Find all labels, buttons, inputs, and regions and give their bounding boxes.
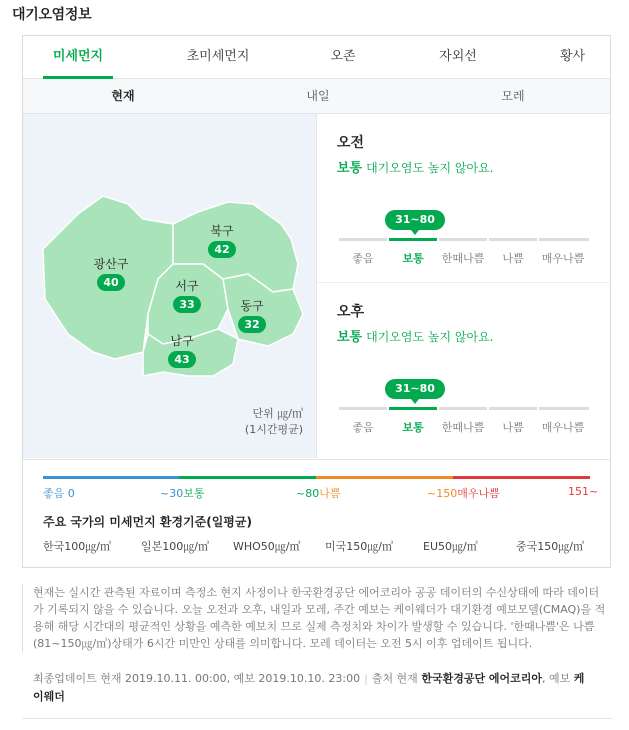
forecast-status-am [337,157,494,176]
tab-ozone[interactable]: 오존 [330,49,356,64]
unit-line: 단위 ㎍/㎥ [252,407,303,420]
legend-label-150-value: ~150 [427,487,458,500]
tab-uv[interactable]: 자외선 [439,49,477,64]
region-label-seo[interactable]: 서구 [175,279,199,293]
scale-label-very-bad: 매우나쁨 [541,252,585,265]
region-value-seo[interactable]: 33 [173,296,201,313]
legend-label-30-value: ~30 [160,487,184,500]
update-separator: | [364,672,368,685]
legend-bar-normal [179,476,316,479]
forecast-period-am: 오전 [337,135,365,151]
source-kweather-link[interactable]: 케이웨더 [33,672,585,703]
legend-bar-very-bad [453,476,590,479]
grade-legend [23,459,610,569]
forecast-range-am: 31~80 [385,210,445,230]
scale-label-good: 좋음 [352,252,374,265]
forecast-period-pm: 오후 [337,304,365,320]
page-title: 대기오염정보 [12,7,92,23]
scale-bar-sometimes-bad-pm [439,407,487,410]
bottom-divider [22,718,612,719]
region-map [23,114,316,458]
forecast-desc-pm: 대기오염도 높지 않아요. [366,330,494,344]
scale-bar-good-pm [339,407,387,410]
standard-usa: 미국150㎍/㎥ [325,540,393,553]
forecast-panel [316,114,611,458]
region-value-buk[interactable]: 42 [208,241,236,258]
standards-title: 주요 국가의 미세먼지 환경기준(일평균) [43,515,252,529]
source-prefix: 출처 현재 [371,672,418,685]
source-mid: , 예보 [542,672,571,685]
data-notice: 현재는 실시간 관측된 자료이며 측정소 현지 사정이나 한국환경공단 에어코리아 공공 데이터의 수신상태에 따라 데이터가 기록되지 않을 수 있습니다. 오늘 오전과 오후, 내일과 모레, 주간 예보는 케이웨더가 대기환경 예보모델(CMAQ)을 적용해 해당 시간대의 평균적인 상황을 예측한 예보치 므로 실제 측정치와 차이가 발생할 수 있습니다. '한때나쁨'은 나쁨(81~150㎍/㎥)상태가 6시간 미만인 상태를 의미합니다. 모레 데이터는 오전 5시 이후 업데이트 됩니다. [22,584,608,652]
scale-label-bad: 나쁨 [502,252,524,265]
legend-label-normal: 보통 [183,487,205,500]
scale-label-bad-pm: 나쁨 [502,421,524,434]
map-unit [223,406,303,438]
standard-japan: 일본100㎍/㎥ [141,540,209,553]
day-tabs [23,79,610,114]
update-time: 최종업데이트 현재 2019.10.11. 00:00, 예보 2019.10.10. 23:00 [33,672,361,685]
forecast-divider [317,282,611,283]
tab-ultrafine-dust[interactable]: 초미세먼지 [186,49,250,64]
forecast-range-pm: 31~80 [385,379,445,399]
legend-label-150 [427,485,500,501]
scale-bar-good-am [339,238,387,241]
scale-label-normal-pm: 보통 [402,421,424,434]
scale-bar-sometimes-bad-am [439,238,487,241]
legend-bar-good [43,476,179,479]
scale-bar-bad-am [489,238,537,241]
legend-label-80-value: ~80 [296,487,320,500]
standard-eu: EU50㎍/㎥ [423,540,478,553]
region-label-nam[interactable]: 남구 [170,334,194,348]
region-label-gwangsan[interactable]: 광산구 [93,257,129,271]
air-pollution-panel [22,35,611,568]
scale-label-good-pm: 좋음 [352,421,374,434]
unit-average: (1시간평균) [244,423,303,436]
forecast-grade-pm: 보통 [337,330,363,345]
scale-bar-normal-pm [389,407,437,410]
legend-bar-bad [316,476,453,479]
scale-bar-bad-pm [489,407,537,410]
forecast-desc-am: 대기오염도 높지 않아요. [366,161,494,175]
region-label-dong[interactable]: 동구 [240,299,264,313]
pollutant-tabs [23,36,610,79]
legend-label-very-bad: 매우나쁨 [457,487,500,500]
scale-label-very-bad-pm: 매우나쁨 [541,421,585,434]
tab-day-after[interactable]: 모레 [501,89,525,103]
region-label-buk[interactable]: 북구 [210,224,234,238]
legend-label-bad: 나쁨 [319,487,341,500]
legend-label-30 [160,485,204,501]
source-airkorea-link[interactable]: 한국환경공단 에어코리아 [421,672,543,685]
tab-fine-dust[interactable]: 미세먼지 [43,36,113,78]
scale-label-normal: 보통 [402,252,424,265]
region-value-gwangsan[interactable]: 40 [97,274,125,291]
standard-china: 중국150㎍/㎥ [516,540,584,553]
scale-bar-very-bad-pm [539,407,589,410]
legend-label-151: 151~ [568,485,599,498]
legend-label-good: 좋음 0 [43,487,75,500]
standard-korea: 한국100㎍/㎥ [43,540,111,553]
tab-tomorrow[interactable]: 내일 [306,89,330,103]
forecast-status-pm [337,326,494,345]
region-value-nam[interactable]: 43 [168,351,196,368]
tab-yellow-dust[interactable]: 황사 [559,49,586,64]
scale-bar-normal-am [389,238,437,241]
standard-who: WHO50㎍/㎥ [233,540,301,553]
update-info [33,670,593,706]
scale-label-sometimes-bad: 한때나쁨 [441,252,485,265]
legend-label-80 [296,485,340,501]
scale-bar-very-bad-am [539,238,589,241]
forecast-grade-am: 보통 [337,161,363,176]
region-value-dong[interactable]: 32 [238,316,266,333]
tab-now[interactable]: 현재 [111,89,135,103]
scale-label-sometimes-bad-pm: 한때나쁨 [441,421,485,434]
